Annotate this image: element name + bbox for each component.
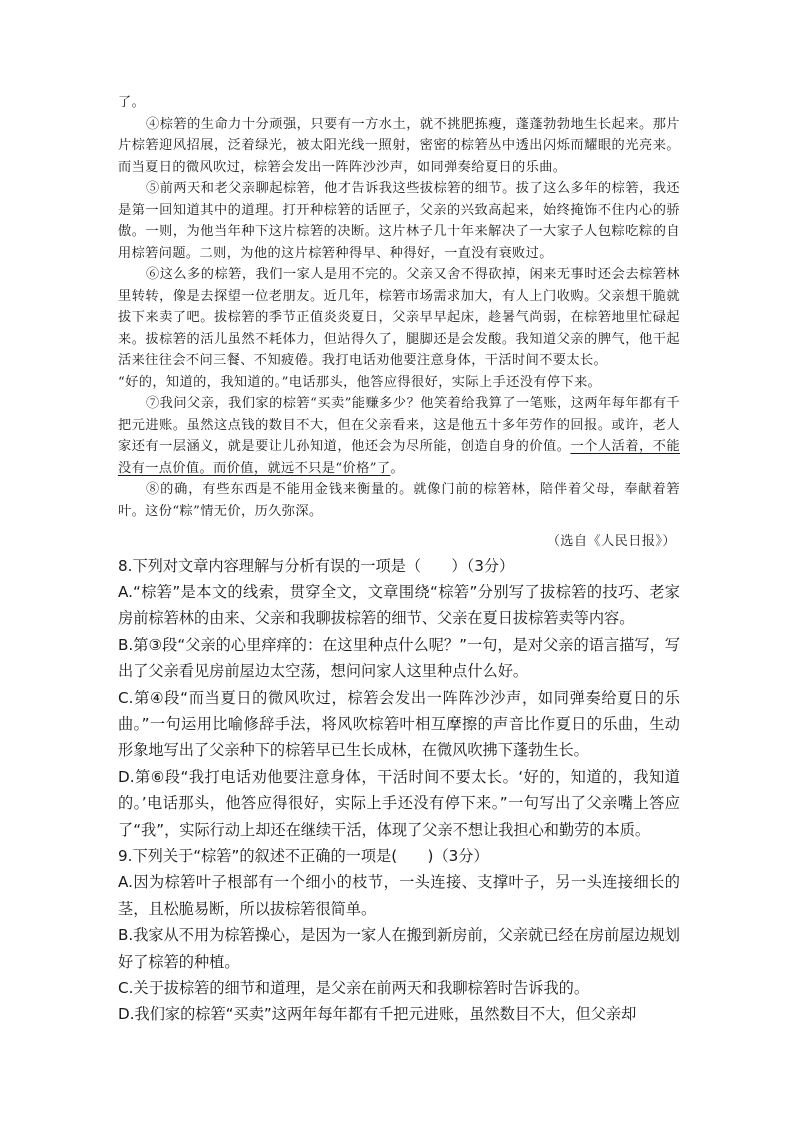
question-section	[118, 553, 680, 1028]
question-8-option-d: D.第⑥段“我打电话劝他要注意身体，干活时间不要太长。‘好的，知道的，我知道的。’电话那头，他答应得很好，实际上手还没有停下来。”一句写出了父亲嘴上答应了“我”，实际行动上却还在继续干活，体现了父亲不想让我担心和勤劳的本质。	[118, 767, 680, 839]
paragraph-7-text: ⑦我问父亲，我们家的棕箬“买卖”能赚多少？他笑着给我算了一笔账，这两年每年都有千把元进账。虽然这点钱的数目不大，但在父亲看来，这是他五十多年劳作的回报。或许，老人家还有一层涵义，就是要让儿孙知道，他还会为尽所能，创造自身的价值。	[118, 396, 680, 454]
question-8-option-a: A.“棕箬”是本文的线索，贯穿全文，文章围绕“棕箬”分别写了拔棕箬的技巧、老家房前棕箬林的由来、父亲和我聊拔棕箬的细节、父亲在夏日拔棕箬卖等内容。	[118, 582, 680, 628]
question-9-option-c: C.关于拔棕箬的细节和道理，是父亲在前两天和我聊棕箬时告诉我的。	[118, 979, 590, 997]
passage-paragraph-8: ⑧的确，有些东西是不能用金钱来衡量的。就像门前的棕箬林，陪伴着父母，奉献着箬叶。这份“粽”情无价，历久弥深。	[118, 482, 680, 519]
passage-paragraph-5: ⑤前两天和老父亲聊起棕箬，他才告诉我这些拔棕箬的细节。拔了这么多年的棕箬，我还是第一回知道其中的道理。打开种棕箬的话匣子，父亲的兴致高起来，始终掩饰不住内心的骄傲。一则，为他当年种下这片棕箬的决断。这片林子几十年来解决了一大家子人包粽吃粽的自用棕箬问题。二则，为他的这片棕箬种得早、种得好，一直没有衰败过。	[118, 181, 680, 261]
question-9-option-b: B.我家从不用为棕箬操心，是因为一家人在搬到新房前，父亲就已经在房前屋边规划好了棕箬的种植。	[118, 926, 680, 971]
passage-paragraph-6: ⑥这么多的棕箬，我们一家人是用不完的。父亲又舍不得砍掉，闲来无事时还会去棕箬林里转转，像是去探望一位老朋友。近几年，棕箬市场需求加大，有人上门收购。父亲想干脆就拔下来卖了吧。拔棕箬的季节正值炎炎夏日，父亲早早起床，趁暑气尚弱，在棕箬地里忙碌起来。拔棕箬的活儿虽然不耗体力，但站得久了，腿脚还是会发酸。我知道父亲的脾气，他干起活来往往会不问三餐、不知疲倦。我打电话劝他要注意身体，干活时间不要太长。	[118, 267, 680, 368]
question-8-option-c: C.第④段“而当夏日的微风吹过，棕箬会发出一阵阵沙沙声，如同弹奏给夏日的乐曲。”一句运用比喻修辞手法，将风吹棕箬叶相互摩擦的声音比作夏日的乐曲，生动形象地写出了父亲种下的棕箬早已生长成林，在微风吹拂下蓬勃生长。	[118, 688, 680, 760]
question-8-option-b: B.第③段“父亲的心里痒痒的：在这里种点什么呢？”一句，是对父亲的语言描写，写出了父亲看见房前屋边太空荡，想问问家人这里种点什么好。	[118, 635, 680, 681]
passage-paragraph-3-end: 了。	[118, 95, 146, 110]
document-page	[118, 92, 680, 1028]
passage-paragraph-4: ④棕箬的生命力十分顽强，只要有一方水土，就不挑肥拣瘦，蓬蓬勃勃地生长起来。那片片棕箬迎风招展，泛着绿光，被太阳光线一照射，密密的棕箬丛中透出闪烁而耀眼的光亮来。而当夏日的微风吹过，棕箬会发出一阵阵沙沙声，如同弹奏给夏日的乐曲。	[118, 116, 680, 175]
question-9-stem: 9.下列关于“棕箬”的叙述不正确的一项是( )（3分）	[118, 846, 489, 865]
question-9-option-d: D.我们家的棕箬“买卖”这两年每年都有千把元进账，虽然数目不大，但父亲却	[118, 1005, 637, 1024]
underlined-sentence: 一个人活着，不能没有一点价值。而价值，就远不只是“价格”了	[118, 439, 680, 476]
source-citation: （选自《人民日报》）	[546, 534, 676, 549]
paragraph-7-end: 。	[390, 460, 405, 476]
question-9-option-a: A.因为棕箬叶子根部有一个细小的枝节，一头连接、支撑叶子，另一头连接细长的茎，且松脆易断，所以拔棕箬很简单。	[118, 873, 680, 918]
passage-paragraph-6-quote: “好的，知道的，我知道的。”电话那头，他答应得很好，实际上手还没有停下来。	[118, 374, 602, 390]
reading-passage	[118, 92, 680, 553]
passage-paragraph-7	[118, 393, 680, 479]
question-8-stem: 8.下列对文章内容理解与分析有误的一项是（ ）（3分）	[118, 556, 515, 575]
